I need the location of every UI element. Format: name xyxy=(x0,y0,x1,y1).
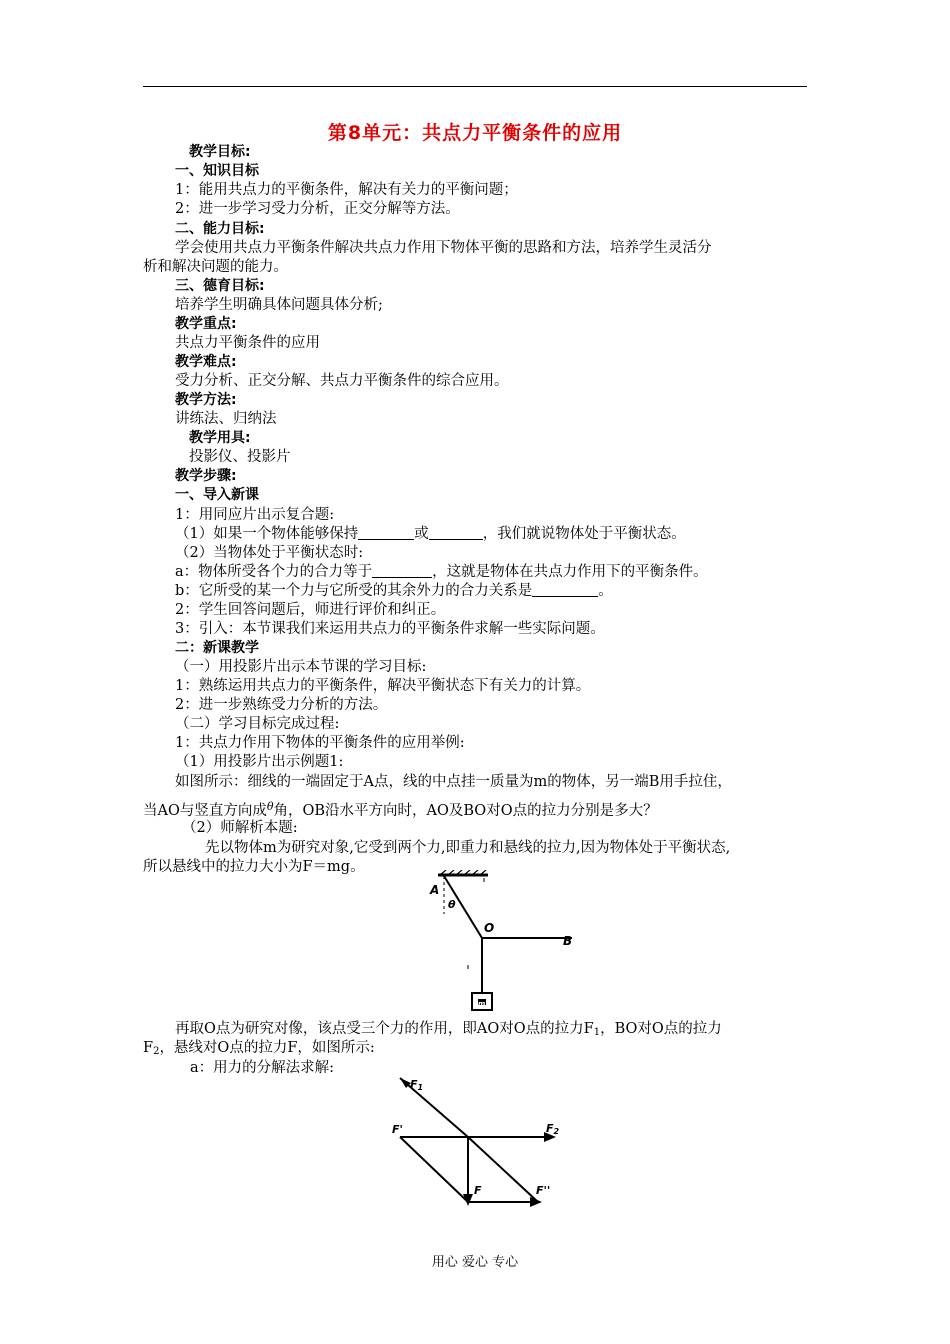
figure-suspension-diagram xyxy=(410,870,590,1020)
difficulty-text: 受力分析、正交分解、共点力平衡条件的综合应用。 xyxy=(175,373,509,389)
tools-heading: 教学用具: xyxy=(189,430,251,446)
label-o: O xyxy=(484,921,495,935)
figure-force-decomposition xyxy=(380,1070,580,1215)
moral-heading: 三、德育目标: xyxy=(175,278,265,294)
new-lesson-5: 1：共点力作用下物体的平衡条件的应用举例: xyxy=(175,735,465,751)
label-f-prime: F' xyxy=(392,1123,403,1136)
paragraph-2-line-2-a: F xyxy=(143,1040,154,1056)
label-f2: F2 xyxy=(546,1122,560,1136)
example-line-2-a: 当AO与竖直方向成 xyxy=(143,803,267,819)
label-a: A xyxy=(430,883,440,897)
label-m: m xyxy=(478,1000,486,1008)
theta-symbol: θ xyxy=(266,800,274,813)
new-lesson-1: （一）用投影片出示本节课的学习目标: xyxy=(175,659,427,675)
label-f1: F1 xyxy=(410,1078,424,1092)
paragraph-2-line-1-a: 再取O点为研究对像，该点受三个力的作用，即AO对O点的拉力F xyxy=(175,1021,594,1037)
header-rule xyxy=(143,86,807,87)
page-title: 第8单元：共点力平衡条件的应用 xyxy=(327,122,623,144)
intro-question-2: （2）当物体处于平衡状态时: xyxy=(175,545,364,561)
key-point-text: 共点力平衡条件的应用 xyxy=(175,335,320,351)
label-theta: θ xyxy=(448,898,456,911)
ability-heading: 二、能力目标: xyxy=(175,221,265,237)
key-point-heading: 教学重点: xyxy=(175,316,237,332)
objectives-heading: 教学目标: xyxy=(189,144,251,160)
ability-text-2: 析和解决问题的能力。 xyxy=(143,259,288,275)
ability-text-1: 学会使用共点力平衡条件解决共点力作用下物体平衡的思路和方法，培养学生灵活分 xyxy=(175,240,712,256)
answer-blank[interactable] xyxy=(372,563,432,578)
intro-heading: 一、导入新课 xyxy=(175,487,259,503)
new-lesson-4: （二）学习目标完成过程: xyxy=(175,716,340,732)
intro-item-2: 2：学生回答问题后，师进行评价和纠正。 xyxy=(175,602,446,618)
label-f: F xyxy=(474,1184,482,1197)
paragraph-2-line-2 xyxy=(143,1039,375,1061)
paragraph-2-line-2-b: ，悬线对O点的拉力F，如图所示: xyxy=(159,1040,375,1056)
arrow-f-double xyxy=(530,1197,542,1207)
example-line-2-b: 角，OB沿水平方向时，AO及BO对O点的拉力分别是多大？ xyxy=(273,803,658,819)
label-b: B xyxy=(563,934,573,948)
new-lesson-6: （1）用投影片出示例题1: xyxy=(175,754,344,770)
method-heading: 教学方法: xyxy=(175,392,237,408)
analysis-heading: （2）师解析本题: xyxy=(182,820,298,836)
intro-question-b xyxy=(175,582,613,601)
example-line-1: 如图所示：细线的一端固定于A点，线的中点挂一质量为m的物体，另一端B用手拉住， xyxy=(175,774,732,790)
intro-question-a xyxy=(175,563,708,582)
subscript-2: 2 xyxy=(153,1046,160,1057)
answer-blank[interactable] xyxy=(358,525,414,540)
example-line-2 xyxy=(143,797,658,821)
knowledge-item-2: 2：进一步学习受力分析，正交分解等方法。 xyxy=(175,201,460,217)
difficulty-heading: 教学难点: xyxy=(175,354,237,370)
intro-item-3: 3：引入：本节课我们来运用共点力的平衡条件求解一些实际问题。 xyxy=(175,621,605,637)
intro-question-b-text-2: 。 xyxy=(598,583,613,599)
analysis-line-1: 先以物体m为研究对象,它受到两个力,即重力和悬线的拉力,因为物体处于平衡状态, xyxy=(205,840,731,856)
new-lesson-heading: 二：新课教学 xyxy=(175,640,259,656)
intro-question-a-text-2: ，这就是物体在共点力作用下的平衡条件。 xyxy=(432,564,708,580)
parallel-line xyxy=(400,1137,468,1202)
intro-question-1 xyxy=(175,525,686,544)
answer-blank[interactable] xyxy=(429,525,483,540)
paragraph-2-line-1-b: ，BO对O点的拉力 xyxy=(600,1021,722,1037)
new-lesson-3: 2：进一步熟练受力分析的方法。 xyxy=(175,697,388,713)
intro-question-1-c: ，我们就说物体处于平衡状态。 xyxy=(482,526,686,542)
answer-blank[interactable] xyxy=(532,582,598,597)
label-f-double-prime: F'' xyxy=(536,1184,551,1197)
intro-item-1: 1：用同应片出示复合题: xyxy=(175,507,335,523)
moral-text: 培养学生明确具体问题具体分析; xyxy=(175,297,383,313)
analysis-line-2: 所以悬线中的拉力大小为F＝mg。 xyxy=(143,859,365,875)
knowledge-item-1: 1：能用共点力的平衡条件，解决有关力的平衡问题； xyxy=(175,182,518,198)
intro-question-b-text: b：它所受的某一个力与它所受的其余外力的合力关系是 xyxy=(175,583,533,599)
steps-heading: 教学步骤: xyxy=(175,468,237,484)
method-a-line: a：用力的分解法求解: xyxy=(190,1060,335,1076)
intro-question-1-b: 或 xyxy=(414,526,429,542)
intro-question-1-a: （1）如果一个物体能够保持 xyxy=(175,526,359,542)
page-footer: 用心 爱心 专心 xyxy=(431,1255,519,1270)
tools-text: 投影仪、投影片 xyxy=(189,449,291,465)
new-lesson-2: 1：熟练运用共点力的平衡条件，解决平衡状态下有关力的计算。 xyxy=(175,678,591,694)
subscript-1: 1 xyxy=(593,1027,601,1038)
intro-question-a-text: a：物体所受各个力的合力等于 xyxy=(175,564,373,580)
method-text: 讲练法、归纳法 xyxy=(175,411,277,427)
knowledge-heading: 一、知识目标 xyxy=(175,163,259,179)
